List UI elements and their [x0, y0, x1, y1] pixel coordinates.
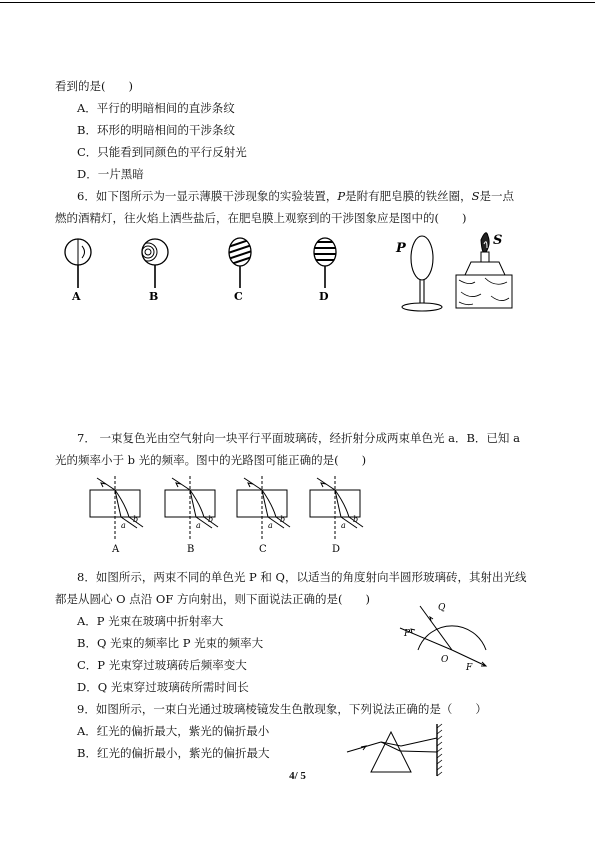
q8-option-c: C．P 光束穿过玻璃砖后频率变大	[77, 658, 247, 672]
q8-option-b: B．Q 光束的频率比 P 光束的频率大	[77, 636, 264, 650]
q8-figure	[398, 600, 493, 675]
light-path-a	[90, 476, 143, 540]
fig7-label-c: C	[259, 544, 267, 555]
ray-b-label-a: b	[133, 515, 139, 524]
fig8-label-f: F	[466, 663, 473, 673]
q7-line2: 光的频率小于 b 光的频率。图中的光路图可能正确的是( )	[55, 453, 367, 467]
light-path-c	[237, 476, 290, 540]
page-number: 4/ 5	[289, 770, 306, 782]
fig6-label-c: C	[234, 290, 243, 303]
alcohol-lamp-s	[456, 233, 512, 308]
ray-a-label-a: a	[121, 521, 126, 530]
ray-b-label-b: b	[208, 515, 214, 524]
soap-film-ring-d	[310, 238, 340, 288]
fig8-label-o: O	[441, 655, 449, 665]
light-path-d	[310, 476, 363, 540]
q5-option-c: C．只能看到同颜色的平行反射光	[77, 145, 247, 159]
soap-film-ring-b	[139, 239, 168, 288]
wire-loop-p	[402, 236, 442, 311]
q6-line2: 燃的酒精灯，往火焰上洒些盐后，在肥皂膜上观察到的干涉图象应是图中的( )	[55, 211, 467, 225]
q9-option-b: B．红光的偏折最小，紫光的偏折最大	[77, 746, 270, 760]
semicircle-glass	[418, 626, 486, 650]
ray-b-label-d: b	[353, 515, 359, 524]
q6-line1: 6．如下图所示为一显示薄膜干涉现象的实验装置，P是附有肥皂膜的铁丝圈，S是一点	[77, 189, 514, 203]
fig6-label-a: A	[72, 290, 81, 303]
q9-line1: 9．如图所示，一束白光通过玻璃棱镜发生色散现象，下列说法正确的是（ ）	[77, 702, 487, 716]
q6-figure	[55, 230, 525, 315]
fig6-label-p: P	[396, 241, 406, 256]
fig7-label-b: B	[187, 544, 195, 555]
q5-option-d: D．一片黑暗	[77, 167, 144, 181]
q7-line1: 7． 一束复色光由空气射向一块平行平面玻璃砖，经折射分成两束单色光 a．B．已知 a	[77, 431, 520, 445]
light-path-b	[165, 476, 218, 540]
fig6-label-d: D	[319, 290, 329, 303]
soap-film-ring-a	[65, 238, 91, 288]
ray-a-label-b: a	[196, 521, 201, 530]
fig7-label-a: A	[112, 544, 120, 555]
ray-b-label-c: b	[280, 515, 286, 524]
fig6-label-s: S	[493, 233, 503, 248]
soap-film-ring-c	[225, 232, 255, 288]
q9-figure	[345, 722, 455, 777]
q7-figure	[85, 472, 385, 557]
q5-option-b: B．环形的明暗相间的干涉条纹	[77, 123, 235, 137]
q5-option-a: A．平行的明暗相间的直涉条纹	[77, 101, 235, 115]
ray-a-label-c: a	[268, 521, 273, 530]
q8-option-d: D．Q 光束穿过玻璃砖所需时间长	[77, 680, 249, 694]
fig8-label-p: P	[404, 629, 411, 639]
fig8-label-q: Q	[438, 603, 446, 613]
q8-line2: 都是从圆心 O 点沿 OF 方向射出，则下面说法正确的是( )	[55, 592, 370, 606]
fig7-label-d: D	[332, 544, 341, 555]
q5-tail: 看到的是( )	[55, 79, 133, 93]
ray-a-label-d: a	[341, 521, 346, 530]
q9-option-a: A．红光的偏折最大，紫光的偏折最小	[77, 724, 270, 738]
header-rule	[0, 2, 595, 3]
q8-line1: 8．如图所示，两束不同的单色光 P 和 Q，以适当的角度射向半圆形玻璃砖，其射出光线	[77, 570, 527, 584]
q8-option-a: A．P 光束在玻璃中折射率大	[77, 614, 224, 628]
fig6-label-b: B	[149, 290, 159, 303]
glass-prism	[371, 732, 411, 772]
